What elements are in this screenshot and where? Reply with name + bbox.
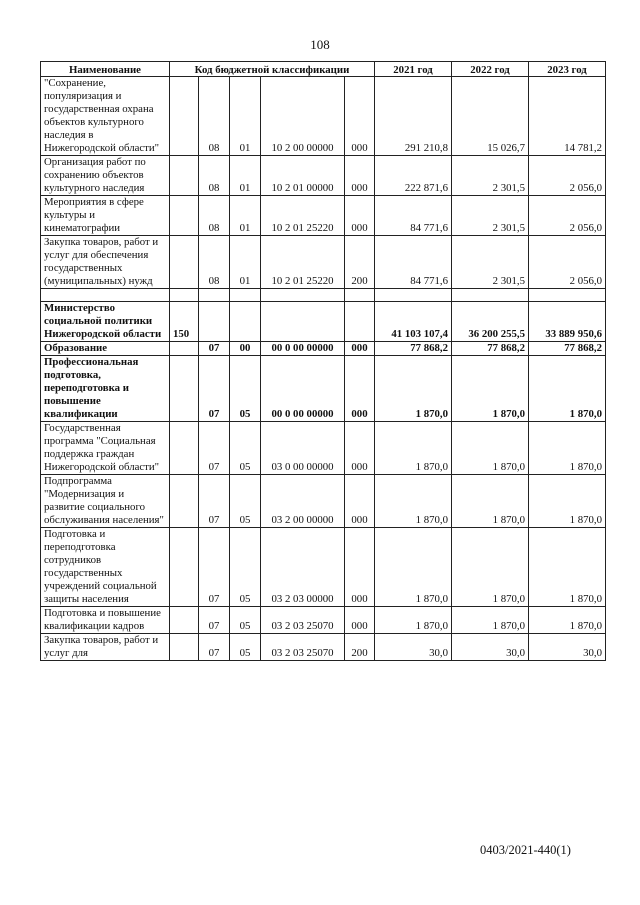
cell-2023: 1 870,0 — [529, 422, 606, 475]
cell-2022: 30,0 — [452, 634, 529, 661]
cell-section: 07 — [199, 634, 230, 661]
cell-name: Закупка товаров, работ и услуг для обеспечения государственных (муниципальных) нужд — [41, 236, 170, 289]
table-row — [41, 196, 606, 236]
cell-2023: 1 870,0 — [529, 528, 606, 607]
cell-subsection: 01 — [230, 77, 261, 156]
cell-expense-type: 200 — [345, 634, 375, 661]
cell-name: Государственная программа "Социальная поддержка граждан Нижегородской области" — [41, 422, 170, 475]
table-row — [41, 528, 606, 607]
cell-2022: 2 301,5 — [452, 196, 529, 236]
cell-expense-type: 000 — [345, 422, 375, 475]
cell-2022: 77 868,2 — [452, 342, 529, 356]
spacer-cell — [199, 289, 230, 302]
cell-section — [199, 302, 230, 342]
cell-section: 08 — [199, 196, 230, 236]
cell-subsection: 01 — [230, 156, 261, 196]
cell-ved — [170, 77, 199, 156]
cell-ved — [170, 475, 199, 528]
cell-2022: 2 301,5 — [452, 156, 529, 196]
spacer-cell — [41, 289, 170, 302]
cell-2021: 1 870,0 — [375, 422, 452, 475]
table-row — [41, 634, 606, 661]
cell-expense-type: 000 — [345, 196, 375, 236]
cell-target-article — [261, 302, 345, 342]
cell-2022: 1 870,0 — [452, 528, 529, 607]
header-2022: 2022 год — [452, 62, 529, 77]
cell-2023: 2 056,0 — [529, 156, 606, 196]
table-row — [41, 475, 606, 528]
cell-subsection: 01 — [230, 236, 261, 289]
cell-2022: 1 870,0 — [452, 422, 529, 475]
cell-2023: 77 868,2 — [529, 342, 606, 356]
cell-2021: 84 771,6 — [375, 196, 452, 236]
cell-target-article: 03 2 03 00000 — [261, 528, 345, 607]
spacer-cell — [375, 289, 452, 302]
cell-expense-type: 000 — [345, 356, 375, 422]
cell-2021: 41 103 107,4 — [375, 302, 452, 342]
spacer-cell — [230, 289, 261, 302]
cell-target-article: 03 0 00 00000 — [261, 422, 345, 475]
cell-2021: 77 868,2 — [375, 342, 452, 356]
document-number: 0403/2021-440(1) — [480, 843, 571, 857]
cell-2023: 30,0 — [529, 634, 606, 661]
cell-subsection: 05 — [230, 475, 261, 528]
table-row — [41, 156, 606, 196]
cell-target-article: 03 2 03 25070 — [261, 607, 345, 634]
table-row — [41, 356, 606, 422]
cell-target-article: 03 2 03 25070 — [261, 634, 345, 661]
table-row — [41, 342, 606, 356]
spacer-cell — [261, 289, 345, 302]
cell-2023: 33 889 950,6 — [529, 302, 606, 342]
cell-ved — [170, 528, 199, 607]
cell-section: 07 — [199, 607, 230, 634]
cell-section: 08 — [199, 77, 230, 156]
cell-name: Организация работ по сохранению объектов культурного наследия — [41, 156, 170, 196]
cell-2022: 15 026,7 — [452, 77, 529, 156]
cell-expense-type: 000 — [345, 77, 375, 156]
cell-section: 08 — [199, 236, 230, 289]
cell-ved — [170, 196, 199, 236]
cell-section: 07 — [199, 422, 230, 475]
cell-ved — [170, 634, 199, 661]
table-row — [41, 236, 606, 289]
cell-2022: 1 870,0 — [452, 607, 529, 634]
cell-2023: 1 870,0 — [529, 356, 606, 422]
cell-subsection — [230, 302, 261, 342]
table-row — [41, 302, 606, 342]
cell-ved — [170, 156, 199, 196]
cell-target-article: 10 2 01 25220 — [261, 196, 345, 236]
cell-expense-type: 000 — [345, 156, 375, 196]
cell-section: 07 — [199, 356, 230, 422]
cell-section: 07 — [199, 475, 230, 528]
cell-name: "Сохранение, популяризация и государственная охрана объектов культурного наследия в Нижегородской области" — [41, 77, 170, 156]
cell-expense-type — [345, 302, 375, 342]
cell-target-article: 10 2 00 00000 — [261, 77, 345, 156]
spacer-cell — [529, 289, 606, 302]
cell-target-article: 10 2 01 25220 — [261, 236, 345, 289]
header-code: Код бюджетной классификации — [170, 62, 375, 77]
header-2023: 2023 год — [529, 62, 606, 77]
cell-name: Подпрограмма "Модернизация и развитие социального обслуживания населения" — [41, 475, 170, 528]
cell-2021: 1 870,0 — [375, 356, 452, 422]
cell-target-article: 10 2 01 00000 — [261, 156, 345, 196]
cell-subsection: 01 — [230, 196, 261, 236]
cell-expense-type: 000 — [345, 475, 375, 528]
cell-2023: 2 056,0 — [529, 196, 606, 236]
cell-name: Мероприятия в сфере культуры и кинематографии — [41, 196, 170, 236]
cell-2023: 2 056,0 — [529, 236, 606, 289]
spacer-cell — [452, 289, 529, 302]
cell-ved: 150 — [170, 302, 199, 342]
cell-2022: 1 870,0 — [452, 475, 529, 528]
cell-2022: 36 200 255,5 — [452, 302, 529, 342]
cell-ved — [170, 236, 199, 289]
cell-section: 07 — [199, 528, 230, 607]
cell-section: 08 — [199, 156, 230, 196]
spacer-cell — [170, 289, 199, 302]
cell-target-article: 00 0 00 00000 — [261, 356, 345, 422]
cell-name: Закупка товаров, работ и услуг для — [41, 634, 170, 661]
cell-subsection: 05 — [230, 356, 261, 422]
table-row — [41, 422, 606, 475]
cell-2022: 1 870,0 — [452, 356, 529, 422]
table-spacer-row — [41, 289, 606, 302]
cell-name: Министерство социальной политики Нижегородской области — [41, 302, 170, 342]
header-name: Наименование — [41, 62, 170, 77]
cell-ved — [170, 607, 199, 634]
cell-subsection: 05 — [230, 634, 261, 661]
cell-expense-type: 000 — [345, 607, 375, 634]
cell-subsection: 05 — [230, 607, 261, 634]
cell-name: Подготовка и повышение квалификации кадров — [41, 607, 170, 634]
cell-2023: 14 781,2 — [529, 77, 606, 156]
cell-target-article: 03 2 00 00000 — [261, 475, 345, 528]
cell-2021: 222 871,6 — [375, 156, 452, 196]
cell-ved — [170, 422, 199, 475]
table-body — [41, 77, 606, 661]
cell-ved — [170, 342, 199, 356]
cell-subsection: 00 — [230, 342, 261, 356]
table-row — [41, 77, 606, 156]
cell-2021: 291 210,8 — [375, 77, 452, 156]
cell-2023: 1 870,0 — [529, 475, 606, 528]
cell-expense-type: 200 — [345, 236, 375, 289]
cell-section: 07 — [199, 342, 230, 356]
cell-2022: 2 301,5 — [452, 236, 529, 289]
cell-subsection: 05 — [230, 528, 261, 607]
table-row — [41, 607, 606, 634]
cell-2021: 30,0 — [375, 634, 452, 661]
cell-2021: 1 870,0 — [375, 528, 452, 607]
budget-table — [40, 61, 606, 661]
cell-expense-type: 000 — [345, 528, 375, 607]
cell-name: Образование — [41, 342, 170, 356]
cell-subsection: 05 — [230, 422, 261, 475]
cell-2021: 1 870,0 — [375, 607, 452, 634]
cell-target-article: 00 0 00 00000 — [261, 342, 345, 356]
cell-2023: 1 870,0 — [529, 607, 606, 634]
table-header-row — [41, 62, 606, 77]
cell-name: Подготовка и переподготовка сотрудников государственных учреждений социальной защиты населения — [41, 528, 170, 607]
cell-ved — [170, 356, 199, 422]
spacer-cell — [345, 289, 375, 302]
page-number: 108 — [310, 37, 330, 52]
header-2021: 2021 год — [375, 62, 452, 77]
cell-expense-type: 000 — [345, 342, 375, 356]
cell-2021: 1 870,0 — [375, 475, 452, 528]
cell-2021: 84 771,6 — [375, 236, 452, 289]
cell-name: Профессиональная подготовка, переподготовка и повышение квалификации — [41, 356, 170, 422]
